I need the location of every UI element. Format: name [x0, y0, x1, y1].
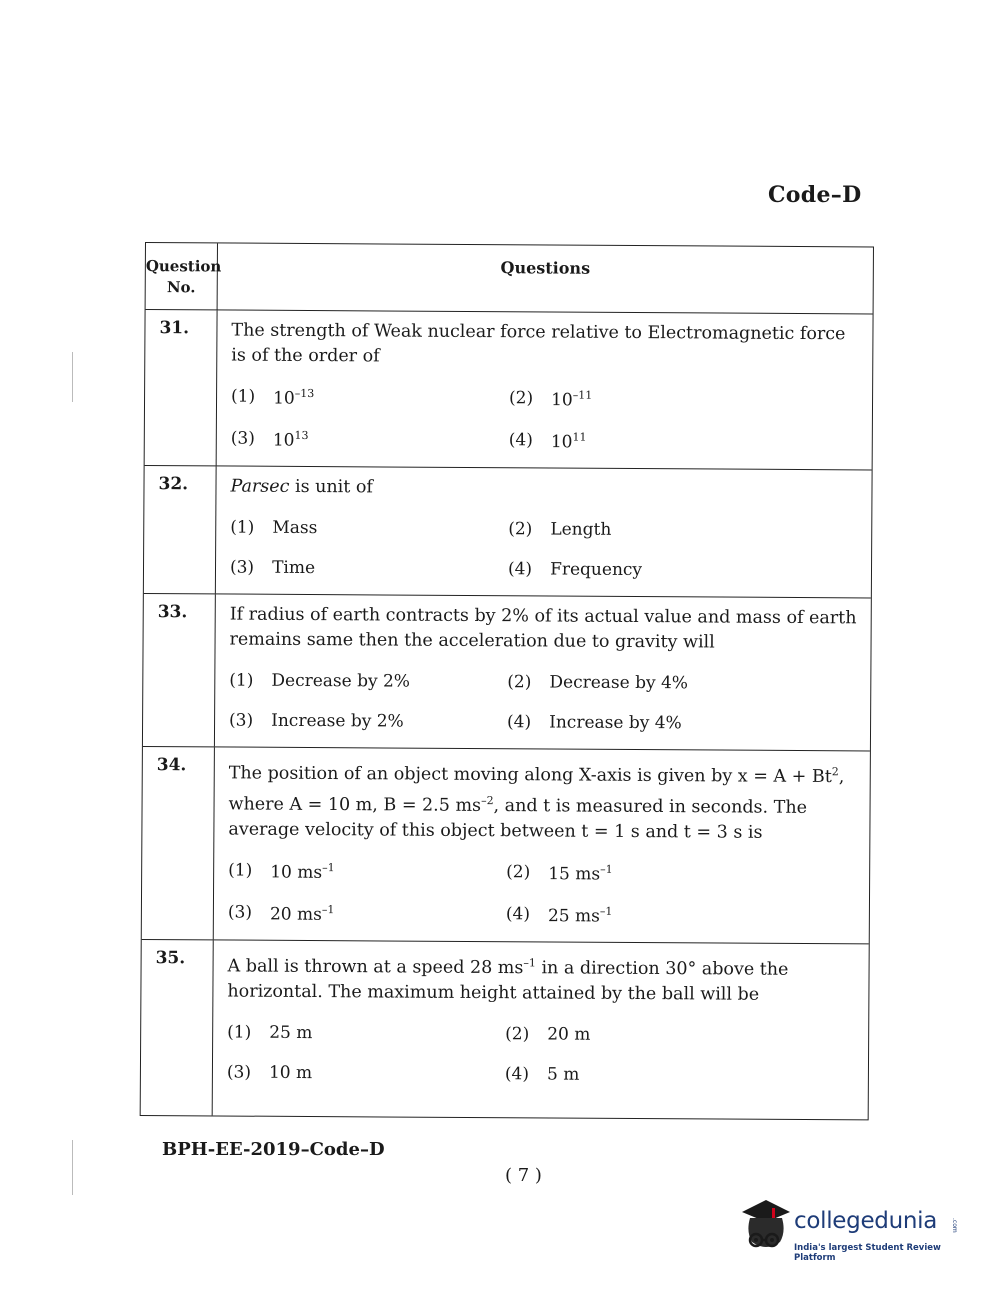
questions-header: Questions: [500, 258, 591, 278]
option[interactable]: [506, 904, 869, 928]
question-text: Parsec is unit of: [230, 476, 373, 498]
scan-edge-mark: [72, 1140, 73, 1195]
option-number: (3): [229, 710, 254, 731]
question-text: The strength of Weak nuclear force relative to Electromagnetic force is of the order of: [231, 320, 846, 367]
option-number: (4): [504, 1064, 530, 1085]
question-table: [140, 242, 874, 1121]
option[interactable]: [231, 428, 509, 451]
question-text: If radius of earth contracts by 2% of its actual value and mass of earth remains same then the acceleration due to gravity will: [229, 604, 857, 653]
option[interactable]: [505, 1024, 868, 1046]
question-number: 33.: [143, 594, 216, 746]
option[interactable]: [227, 1023, 505, 1045]
option[interactable]: [509, 388, 872, 412]
option[interactable]: [227, 1063, 505, 1085]
question-row: [145, 309, 873, 470]
table-header-row: [146, 243, 873, 313]
logo-tagline: India's largest Student Review Platform: [794, 1243, 941, 1263]
option-number: (1): [230, 386, 256, 407]
mascot-icon: [736, 1198, 794, 1260]
option-text: 10 m: [268, 1062, 313, 1084]
option[interactable]: [230, 518, 508, 540]
option-number: (3): [227, 902, 253, 923]
option-number: (2): [507, 672, 532, 693]
option-text: Frequency: [550, 559, 643, 581]
option-number: (4): [507, 559, 533, 580]
option-number: (2): [505, 1024, 530, 1045]
question-number: 31.: [145, 310, 218, 466]
option-text: Mass: [272, 518, 318, 539]
question-row: [143, 593, 871, 750]
code-label: Code–D: [768, 182, 862, 208]
option[interactable]: [508, 520, 871, 542]
question-row: [141, 939, 869, 1119]
option-text: Increase by 2%: [271, 711, 404, 732]
options-grid: [227, 1023, 868, 1103]
option[interactable]: [507, 673, 870, 695]
option-text: $10^{-13}$: [273, 386, 315, 409]
option-text: 25 $ms^{-1}$: [547, 904, 613, 927]
question-number: 35.: [141, 940, 214, 1115]
options-grid: [228, 860, 869, 943]
question-row: [142, 746, 870, 943]
footer-paper-code: BPH-EE-2019–Code–D: [162, 1139, 385, 1160]
option-number: (2): [506, 862, 531, 883]
option[interactable]: [229, 711, 507, 733]
question-number: 34.: [142, 747, 215, 939]
option-number: (4): [508, 429, 533, 451]
question-text: The position of an object moving along X-axis is given by $x = A + Bt^2$, where A = 10 m, B = 2.5 $ms^{-2}$, and t is measured in seconds. The average velocity of this object between t = 1 s and t = 3 s is: [228, 763, 845, 843]
question-number: 32.: [144, 466, 217, 593]
option-number: (3): [229, 557, 255, 578]
option-number: (1): [227, 1022, 252, 1043]
options-grid: [229, 671, 870, 751]
option-text: Decrease by 2%: [271, 671, 411, 692]
option-number: (4): [507, 712, 532, 733]
option-text: 20 $ms^{-1}$: [269, 902, 335, 925]
option-number: (3): [226, 1062, 252, 1083]
option-number: (1): [228, 860, 253, 881]
option-number: (2): [508, 388, 534, 409]
option[interactable]: [505, 1064, 868, 1086]
option-text: $10^{13}$: [272, 428, 309, 451]
option-text: Length: [550, 519, 612, 541]
option-text: 5 m: [546, 1064, 580, 1085]
option-text: Decrease by 4%: [549, 672, 689, 694]
option-text: 25 m: [269, 1022, 313, 1044]
options-grid: [230, 518, 871, 598]
option-text: Increase by 4%: [549, 712, 682, 734]
option-number: (1): [229, 670, 254, 691]
option-number: (3): [230, 428, 255, 449]
question-row: [144, 465, 872, 597]
option[interactable]: [507, 713, 870, 735]
question-number-header: [145, 243, 222, 309]
logo-wordmark: collegedunia: [794, 1208, 938, 1234]
option[interactable]: [509, 430, 872, 454]
option[interactable]: [506, 862, 869, 886]
option[interactable]: [228, 902, 506, 925]
option[interactable]: [228, 860, 506, 883]
option[interactable]: [230, 558, 508, 580]
option-number: (1): [230, 517, 255, 538]
page-number: ( 7 ): [505, 1165, 542, 1186]
option-text: Time: [272, 558, 316, 579]
option-text: 20 m: [547, 1024, 591, 1045]
scan-edge-mark: [72, 352, 73, 402]
option-text: 15 $ms^{-1}$: [548, 862, 613, 885]
question-number-header-line1: Question: [145, 257, 222, 276]
option-text: $10^{11}$: [550, 430, 587, 452]
collegedunia-logo: [736, 1198, 966, 1268]
logo-suffix: .com: [951, 1218, 958, 1233]
question-text: A ball is thrown at a speed 28 $ms^{-1}$ in a direction 30° above the horizontal. The maximum height attained by the ball will be: [227, 956, 789, 1005]
option-number: (4): [505, 903, 531, 924]
option[interactable]: [229, 671, 507, 693]
option[interactable]: [231, 387, 509, 410]
question-number-header-line2: No.: [166, 278, 196, 297]
option-text: 10 $ms^{-1}$: [270, 861, 335, 883]
option-number: (2): [508, 519, 533, 540]
option-text: $10^{-11}$: [551, 388, 593, 411]
options-grid: [231, 387, 872, 470]
option[interactable]: [508, 560, 871, 582]
